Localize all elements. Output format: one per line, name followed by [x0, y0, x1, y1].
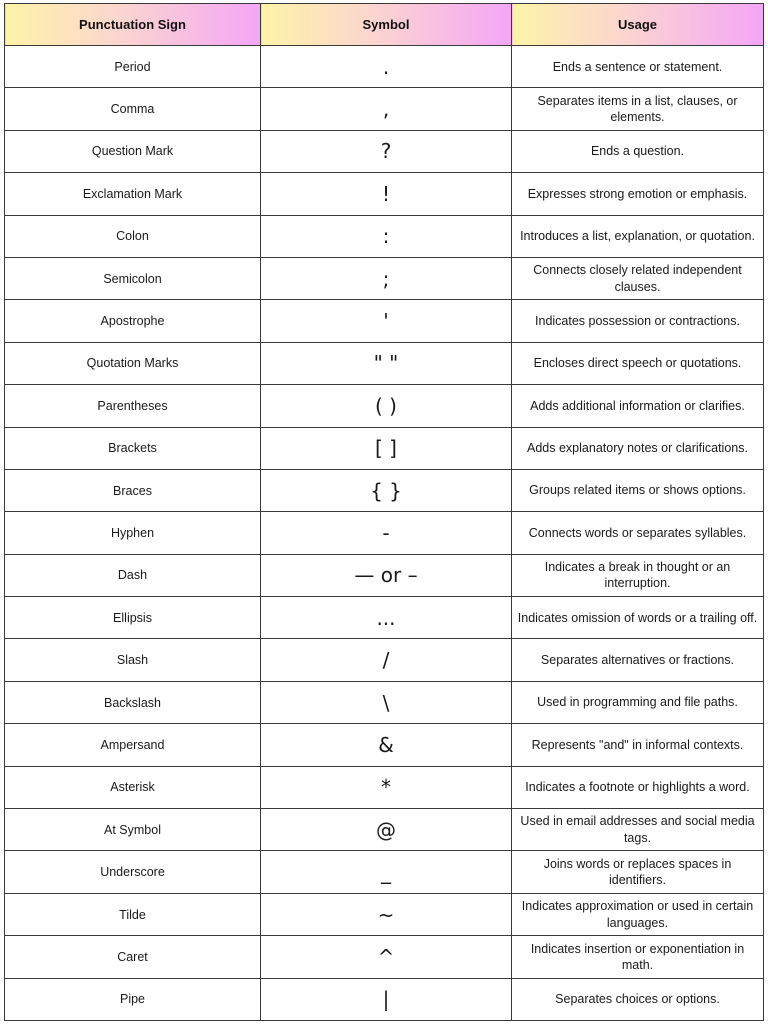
usage-cell: Indicates a break in thought or an interruption. — [512, 554, 764, 596]
usage-cell: Groups related items or shows options. — [512, 469, 764, 511]
symbol-cell: ( ) — [261, 385, 512, 427]
punctuation-name-cell: Exclamation Mark — [5, 173, 261, 215]
usage-cell: Indicates possession or contractions. — [512, 300, 764, 342]
table-row — [5, 809, 764, 851]
usage-cell: Represents "and" in informal contexts. — [512, 724, 764, 766]
symbol-cell: ' — [261, 300, 512, 342]
header-punctuation-sign: Punctuation Sign — [5, 4, 261, 46]
punctuation-name-cell: Comma — [5, 88, 261, 130]
table-row — [5, 469, 764, 511]
punctuation-name-cell: Backslash — [5, 681, 261, 723]
table-row — [5, 342, 764, 384]
symbol-cell: ... — [261, 597, 512, 639]
punctuation-name-cell: Apostrophe — [5, 300, 261, 342]
usage-cell: Joins words or replaces spaces in identifiers. — [512, 851, 764, 893]
punctuation-name-cell: Colon — [5, 215, 261, 257]
usage-cell: Indicates omission of words or a trailing off. — [512, 597, 764, 639]
symbol-cell: & — [261, 724, 512, 766]
symbol-cell: \ — [261, 681, 512, 723]
punctuation-name-cell: Ellipsis — [5, 597, 261, 639]
punctuation-name-cell: Slash — [5, 639, 261, 681]
punctuation-name-cell: Caret — [5, 936, 261, 978]
punctuation-name-cell: Dash — [5, 554, 261, 596]
usage-cell: Ends a sentence or statement. — [512, 46, 764, 88]
punctuation-name-cell: Semicolon — [5, 257, 261, 299]
symbol-cell: , — [261, 88, 512, 130]
usage-cell: Used in programming and file paths. — [512, 681, 764, 723]
usage-cell: Adds explanatory notes or clarifications. — [512, 427, 764, 469]
table-row — [5, 639, 764, 681]
punctuation-name-cell: Parentheses — [5, 385, 261, 427]
table-row — [5, 978, 764, 1020]
symbol-cell: " " — [261, 342, 512, 384]
table-row — [5, 46, 764, 88]
punctuation-name-cell: Braces — [5, 469, 261, 511]
usage-cell: Expresses strong emotion or emphasis. — [512, 173, 764, 215]
punctuation-name-cell: Brackets — [5, 427, 261, 469]
punctuation-name-cell: Period — [5, 46, 261, 88]
table-row — [5, 724, 764, 766]
punctuation-name-cell: Hyphen — [5, 512, 261, 554]
table-row — [5, 130, 764, 172]
table-row — [5, 173, 764, 215]
table-row — [5, 215, 764, 257]
symbol-cell: / — [261, 639, 512, 681]
usage-cell: Adds additional information or clarifies. — [512, 385, 764, 427]
table-row — [5, 681, 764, 723]
punctuation-name-cell: Question Mark — [5, 130, 261, 172]
punctuation-name-cell: Underscore — [5, 851, 261, 893]
punctuation-name-cell: Quotation Marks — [5, 342, 261, 384]
table-row — [5, 766, 764, 808]
punctuation-table-container — [4, 3, 763, 1021]
header-symbol: Symbol — [261, 4, 512, 46]
table-row — [5, 88, 764, 130]
header-usage: Usage — [512, 4, 764, 46]
symbol-cell: . — [261, 46, 512, 88]
punctuation-name-cell: Ampersand — [5, 724, 261, 766]
table-row — [5, 936, 764, 978]
usage-cell: Introduces a list, explanation, or quotation. — [512, 215, 764, 257]
usage-cell: Separates items in a list, clauses, or elements. — [512, 88, 764, 130]
symbol-cell: : — [261, 215, 512, 257]
symbol-cell: ! — [261, 173, 512, 215]
usage-cell: Used in email addresses and social media tags. — [512, 809, 764, 851]
table-body — [5, 46, 764, 1021]
table-row — [5, 512, 764, 554]
table-row — [5, 893, 764, 935]
usage-cell: Indicates approximation or used in certain languages. — [512, 893, 764, 935]
table-row — [5, 597, 764, 639]
symbol-cell: - — [261, 512, 512, 554]
usage-cell: Ends a question. — [512, 130, 764, 172]
table-header — [5, 4, 764, 46]
table-row — [5, 300, 764, 342]
usage-cell: Separates choices or options. — [512, 978, 764, 1020]
symbol-cell: ? — [261, 130, 512, 172]
usage-cell: Separates alternatives or fractions. — [512, 639, 764, 681]
symbol-cell: — or – — [261, 554, 512, 596]
punctuation-name-cell: Tilde — [5, 893, 261, 935]
symbol-cell: _ — [261, 851, 512, 893]
symbol-cell: @ — [261, 809, 512, 851]
header-row — [5, 4, 764, 46]
usage-cell: Indicates insertion or exponentiation in math. — [512, 936, 764, 978]
usage-cell: Encloses direct speech or quotations. — [512, 342, 764, 384]
table-row — [5, 554, 764, 596]
usage-cell: Connects words or separates syllables. — [512, 512, 764, 554]
symbol-cell: [ ] — [261, 427, 512, 469]
table-row — [5, 257, 764, 299]
punctuation-name-cell: At Symbol — [5, 809, 261, 851]
usage-cell: Indicates a footnote or highlights a word. — [512, 766, 764, 808]
usage-cell: Connects closely related independent clauses. — [512, 257, 764, 299]
punctuation-name-cell: Pipe — [5, 978, 261, 1020]
symbol-cell: ~ — [261, 893, 512, 935]
symbol-cell: ; — [261, 257, 512, 299]
punctuation-table — [4, 3, 764, 1021]
table-row — [5, 851, 764, 893]
table-row — [5, 427, 764, 469]
punctuation-name-cell: Asterisk — [5, 766, 261, 808]
symbol-cell: { } — [261, 469, 512, 511]
symbol-cell: ^ — [261, 936, 512, 978]
table-row — [5, 385, 764, 427]
symbol-cell: * — [261, 766, 512, 808]
symbol-cell: | — [261, 978, 512, 1020]
